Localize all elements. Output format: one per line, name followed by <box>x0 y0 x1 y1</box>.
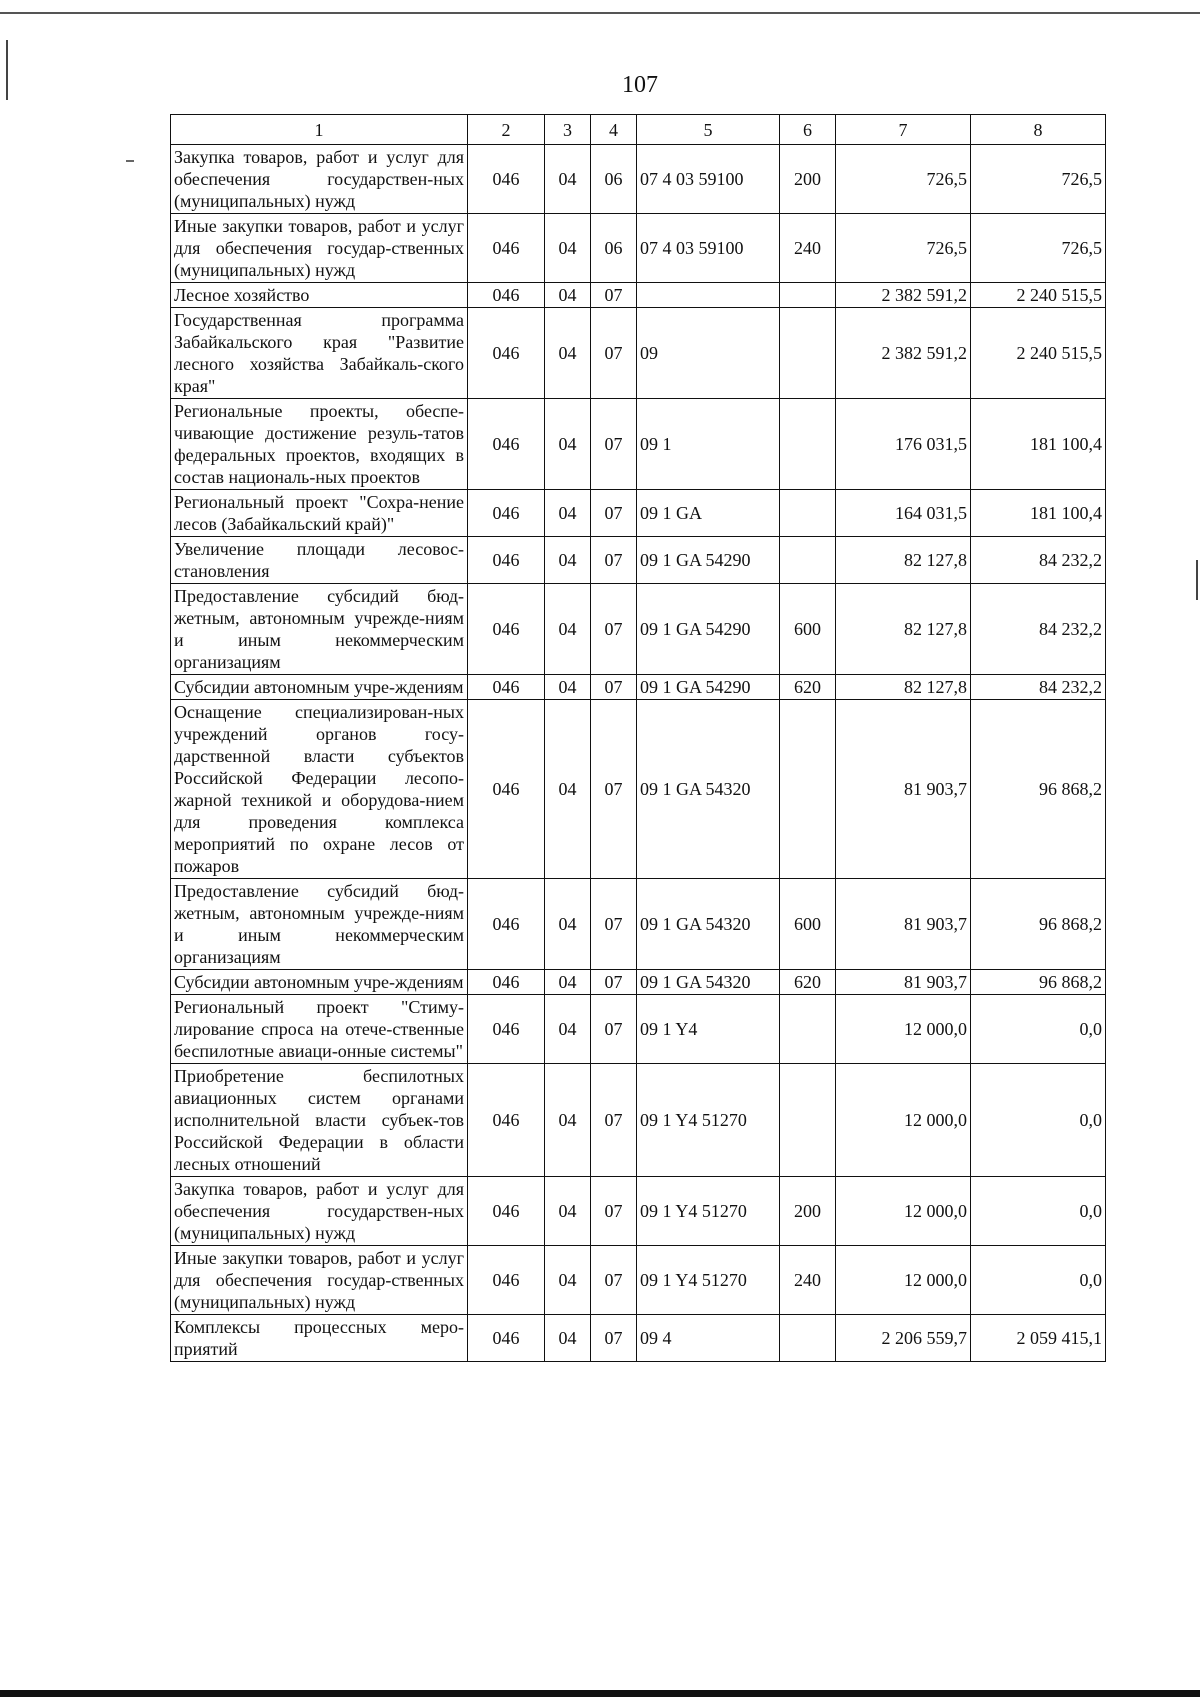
amount-year1-cell: 2 382 591,2 <box>836 308 971 399</box>
section-code-cell: 04 <box>545 1246 591 1315</box>
row-name-cell: Иные закупки товаров, работ и услуг для обеспечения государ-ственных (муниципальных) нужд <box>171 1246 468 1315</box>
amount-year1-cell: 81 903,7 <box>836 970 971 995</box>
column-header: 1 <box>171 115 468 145</box>
admin-code-cell: 046 <box>468 214 545 283</box>
admin-code-cell: 046 <box>468 995 545 1064</box>
table-row <box>171 1246 1106 1315</box>
row-name-cell: Приобретение беспилотных авиационных систем органами исполнительной власти субъек-тов Российской Федерации в области лесных отношений <box>171 1064 468 1177</box>
amount-year1-cell: 81 903,7 <box>836 700 971 879</box>
column-header: 7 <box>836 115 971 145</box>
table-row <box>171 490 1106 537</box>
table-row <box>171 1315 1106 1362</box>
amount-year2-cell: 2 240 515,5 <box>971 308 1106 399</box>
column-header: 3 <box>545 115 591 145</box>
amount-year1-cell: 12 000,0 <box>836 1177 971 1246</box>
expense-type-cell: 600 <box>780 879 836 970</box>
amount-year2-cell: 181 100,4 <box>971 490 1106 537</box>
admin-code-cell: 046 <box>468 675 545 700</box>
amount-year2-cell: 96 868,2 <box>971 879 1106 970</box>
amount-year2-cell: 0,0 <box>971 995 1106 1064</box>
scan-border-top <box>0 12 1200 14</box>
amount-year2-cell: 181 100,4 <box>971 399 1106 490</box>
expense-type-cell <box>780 995 836 1064</box>
section-code-cell: 04 <box>545 879 591 970</box>
amount-year2-cell: 84 232,2 <box>971 675 1106 700</box>
table-row <box>171 283 1106 308</box>
table-row <box>171 1064 1106 1177</box>
row-name-cell: Региональный проект "Стиму-лирование спроса на отече-ственные беспилотные авиаци-онные системы" <box>171 995 468 1064</box>
subsection-code-cell: 07 <box>591 308 637 399</box>
amount-year1-cell: 12 000,0 <box>836 1064 971 1177</box>
row-name-cell: Региональные проекты, обеспе-чивающие достижение резуль-татов федеральных проектов, входящих в состав националь-ных проектов <box>171 399 468 490</box>
target-article-cell: 09 1 GA 54290 <box>637 537 780 584</box>
target-article-cell: 09 1 GA 54320 <box>637 970 780 995</box>
row-name-cell: Региональный проект "Сохра-нение лесов (Забайкальский край)" <box>171 490 468 537</box>
column-header: 2 <box>468 115 545 145</box>
row-name-cell: Предоставление субсидий бюд-жетным, автономным учрежде-ниям и иным некоммерческим организациям <box>171 879 468 970</box>
section-code-cell: 04 <box>545 214 591 283</box>
amount-year2-cell: 96 868,2 <box>971 970 1106 995</box>
admin-code-cell: 046 <box>468 1246 545 1315</box>
expense-type-cell <box>780 308 836 399</box>
section-code-cell: 04 <box>545 700 591 879</box>
subsection-code-cell: 07 <box>591 995 637 1064</box>
amount-year1-cell: 2 382 591,2 <box>836 283 971 308</box>
subsection-code-cell: 07 <box>591 1246 637 1315</box>
expense-type-cell: 240 <box>780 1246 836 1315</box>
page-number: 107 <box>622 72 658 98</box>
admin-code-cell: 046 <box>468 308 545 399</box>
row-name-cell: Лесное хозяйство <box>171 283 468 308</box>
row-name-cell: Иные закупки товаров, работ и услуг для обеспечения государ-ственных (муниципальных) нужд <box>171 214 468 283</box>
row-name-cell: Субсидии автономным учре-ждениям <box>171 970 468 995</box>
table-row <box>171 1177 1106 1246</box>
target-article-cell: 09 4 <box>637 1315 780 1362</box>
section-code-cell: 04 <box>545 1064 591 1177</box>
target-article-cell: 09 1 GA 54320 <box>637 879 780 970</box>
target-article-cell: 09 1 Y4 <box>637 995 780 1064</box>
table-row <box>171 970 1106 995</box>
expense-type-cell <box>780 490 836 537</box>
section-code-cell: 04 <box>545 308 591 399</box>
subsection-code-cell: 07 <box>591 1177 637 1246</box>
section-code-cell: 04 <box>545 283 591 308</box>
section-code-cell: 04 <box>545 399 591 490</box>
target-article-cell: 09 1 GA 54320 <box>637 700 780 879</box>
admin-code-cell: 046 <box>468 1177 545 1246</box>
amount-year2-cell: 84 232,2 <box>971 584 1106 675</box>
target-article-cell: 09 1 Y4 51270 <box>637 1177 780 1246</box>
amount-year1-cell: 81 903,7 <box>836 879 971 970</box>
column-number-row <box>171 115 1106 145</box>
amount-year2-cell: 2 059 415,1 <box>971 1315 1106 1362</box>
subsection-code-cell: 07 <box>591 1064 637 1177</box>
admin-code-cell: 046 <box>468 700 545 879</box>
section-code-cell: 04 <box>545 970 591 995</box>
row-name-cell: Закупка товаров, работ и услуг для обеспечения государствен-ных (муниципальных) нужд <box>171 145 468 214</box>
admin-code-cell: 046 <box>468 970 545 995</box>
amount-year2-cell: 0,0 <box>971 1177 1106 1246</box>
row-name-cell: Оснащение специализирован-ных учреждений органов госу-дарственной власти субъектов Российской Федерации лесопо-жарной техникой и оборудова-нием для проведения комплекса мероприятий по охране лесов от пожаров <box>171 700 468 879</box>
expense-type-cell: 200 <box>780 145 836 214</box>
table-row <box>171 675 1106 700</box>
amount-year1-cell: 726,5 <box>836 214 971 283</box>
admin-code-cell: 046 <box>468 1315 545 1362</box>
expense-type-cell <box>780 1315 836 1362</box>
table-row <box>171 214 1106 283</box>
expense-type-cell: 240 <box>780 214 836 283</box>
column-header: 5 <box>637 115 780 145</box>
subsection-code-cell: 07 <box>591 537 637 584</box>
amount-year1-cell: 12 000,0 <box>836 1246 971 1315</box>
expense-type-cell <box>780 399 836 490</box>
row-name-cell: Закупка товаров, работ и услуг для обеспечения государствен-ных (муниципальных) нужд <box>171 1177 468 1246</box>
amount-year2-cell: 0,0 <box>971 1064 1106 1177</box>
table-row <box>171 700 1106 879</box>
admin-code-cell: 046 <box>468 490 545 537</box>
target-article-cell: 09 1 Y4 51270 <box>637 1064 780 1177</box>
table-row <box>171 145 1106 214</box>
column-header: 6 <box>780 115 836 145</box>
amount-year1-cell: 176 031,5 <box>836 399 971 490</box>
section-code-cell: 04 <box>545 145 591 214</box>
subsection-code-cell: 07 <box>591 490 637 537</box>
amount-year1-cell: 12 000,0 <box>836 995 971 1064</box>
section-code-cell: 04 <box>545 675 591 700</box>
subsection-code-cell: 07 <box>591 584 637 675</box>
amount-year1-cell: 82 127,8 <box>836 675 971 700</box>
scan-border-bottom <box>0 1690 1200 1697</box>
amount-year2-cell: 96 868,2 <box>971 700 1106 879</box>
subsection-code-cell: 07 <box>591 1315 637 1362</box>
row-name-cell: Государственная программа Забайкальского края "Развитие лесного хозяйства Забайкаль-ского края" <box>171 308 468 399</box>
target-article-cell: 09 <box>637 308 780 399</box>
amount-year2-cell: 726,5 <box>971 214 1106 283</box>
section-code-cell: 04 <box>545 490 591 537</box>
admin-code-cell: 046 <box>468 879 545 970</box>
amount-year1-cell: 82 127,8 <box>836 584 971 675</box>
subsection-code-cell: 07 <box>591 700 637 879</box>
scan-mark-dash <box>126 160 134 162</box>
amount-year2-cell: 2 240 515,5 <box>971 283 1106 308</box>
expense-type-cell: 200 <box>780 1177 836 1246</box>
amount-year1-cell: 726,5 <box>836 145 971 214</box>
target-article-cell <box>637 283 780 308</box>
target-article-cell: 09 1 <box>637 399 780 490</box>
amount-year1-cell: 164 031,5 <box>836 490 971 537</box>
target-article-cell: 09 1 GA 54290 <box>637 675 780 700</box>
section-code-cell: 04 <box>545 584 591 675</box>
target-article-cell: 09 1 GA <box>637 490 780 537</box>
row-name-cell: Увеличение площади лесовос-становления <box>171 537 468 584</box>
amount-year2-cell: 726,5 <box>971 145 1106 214</box>
table-row <box>171 584 1106 675</box>
expense-type-cell <box>780 283 836 308</box>
amount-year2-cell: 0,0 <box>971 1246 1106 1315</box>
table-row <box>171 399 1106 490</box>
row-name-cell: Субсидии автономным учре-ждениям <box>171 675 468 700</box>
scan-mark-left <box>6 40 8 100</box>
section-code-cell: 04 <box>545 1177 591 1246</box>
column-header: 4 <box>591 115 637 145</box>
subsection-code-cell: 07 <box>591 970 637 995</box>
admin-code-cell: 046 <box>468 584 545 675</box>
amount-year1-cell: 82 127,8 <box>836 537 971 584</box>
expense-type-cell <box>780 700 836 879</box>
subsection-code-cell: 06 <box>591 145 637 214</box>
subsection-code-cell: 07 <box>591 879 637 970</box>
table-row <box>171 995 1106 1064</box>
expense-type-cell <box>780 537 836 584</box>
admin-code-cell: 046 <box>468 399 545 490</box>
subsection-code-cell: 07 <box>591 399 637 490</box>
section-code-cell: 04 <box>545 1315 591 1362</box>
row-name-cell: Предоставление субсидий бюд-жетным, автономным учрежде-ниям и иным некоммерческим организациям <box>171 584 468 675</box>
scan-mark-right <box>1196 560 1198 600</box>
subsection-code-cell: 07 <box>591 283 637 308</box>
expense-type-cell: 620 <box>780 675 836 700</box>
table-row <box>171 308 1106 399</box>
row-name-cell: Комплексы процессных меро-приятий <box>171 1315 468 1362</box>
expense-type-cell <box>780 1064 836 1177</box>
section-code-cell: 04 <box>545 995 591 1064</box>
section-code-cell: 04 <box>545 537 591 584</box>
target-article-cell: 09 1 Y4 51270 <box>637 1246 780 1315</box>
column-header: 8 <box>971 115 1106 145</box>
admin-code-cell: 046 <box>468 537 545 584</box>
subsection-code-cell: 07 <box>591 675 637 700</box>
amount-year2-cell: 84 232,2 <box>971 537 1106 584</box>
expense-type-cell: 600 <box>780 584 836 675</box>
expense-type-cell: 620 <box>780 970 836 995</box>
admin-code-cell: 046 <box>468 145 545 214</box>
admin-code-cell: 046 <box>468 283 545 308</box>
table-body <box>171 145 1106 1362</box>
table-row <box>171 879 1106 970</box>
target-article-cell: 09 1 GA 54290 <box>637 584 780 675</box>
admin-code-cell: 046 <box>468 1064 545 1177</box>
amount-year1-cell: 2 206 559,7 <box>836 1315 971 1362</box>
budget-table <box>170 114 1106 1362</box>
subsection-code-cell: 06 <box>591 214 637 283</box>
target-article-cell: 07 4 03 59100 <box>637 145 780 214</box>
table-row <box>171 537 1106 584</box>
target-article-cell: 07 4 03 59100 <box>637 214 780 283</box>
